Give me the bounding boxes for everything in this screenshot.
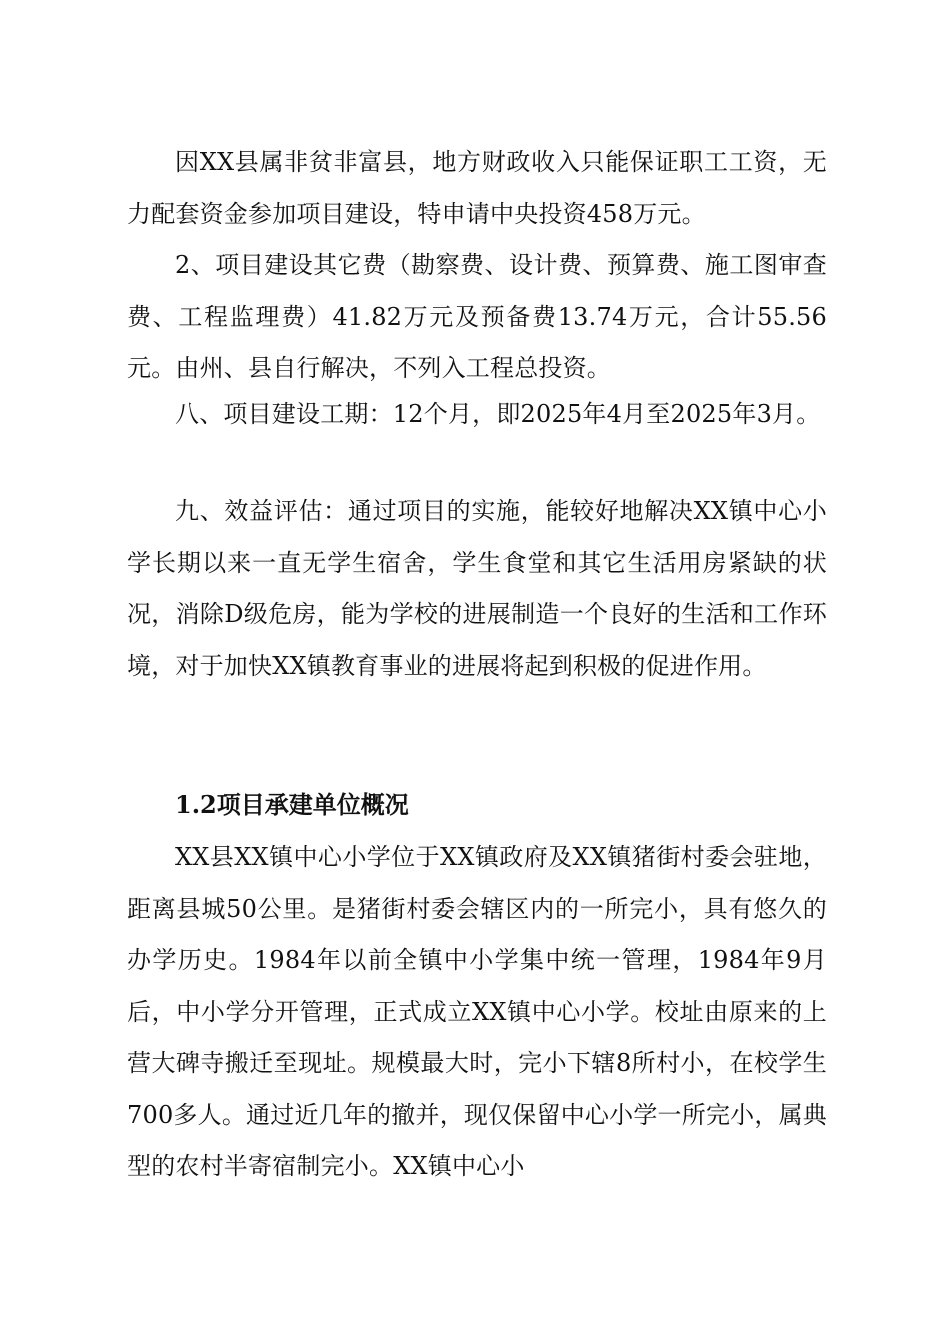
- paragraph-school-overview: XX县XX镇中心小学位于XX镇政府及XX镇猪街村委会驻地，距离县城50公里。是猪街村委会辖区内的一所完小，具有悠久的办学历史。1984年以前全镇中小学集中统一管理，1984年9月后，中小学分开管理，正式成立XX镇中心小学。校址由原来的上营大碑寺搬迁至现址。规模最大时，完小下辖8所村小，在校学生700多人。通过近几年的撤并，现仅保留中心小学一所完小，属典型的农村半寄宿制完小。XX镇中心小: [127, 843, 827, 1180]
- paragraph-other-costs: 2、项目建设其它费（勘察费、设计费、预算费、施工图审查费、工程监理费）41.82万元及预备费13.74万元，合计55.56元。由州、县自行解决，不列入工程总投资。: [127, 251, 827, 382]
- paragraph-benefit: 九、效益评估：通过项目的实施，能较好地解决XX镇中心小学长期以来一直无学生宿舍，学生食堂和其它生活用房紧缺的状况，消除D级危房，能为学校的进展制造一个良好的生活和工作环境，对于加快XX镇教育事业的进展将起到积极的促进作用。: [127, 497, 827, 680]
- paragraph-funding: 因XX县属非贫非富县，地方财政收入只能保证职工工资，无力配套资金参加项目建设，特申请中央投资458万元。: [127, 148, 827, 228]
- paragraph-schedule: 八、项目建设工期：12个月，即2025年4月至2025年3月。: [175, 400, 821, 428]
- section-heading: 1.2项目承建单位概况: [175, 790, 409, 819]
